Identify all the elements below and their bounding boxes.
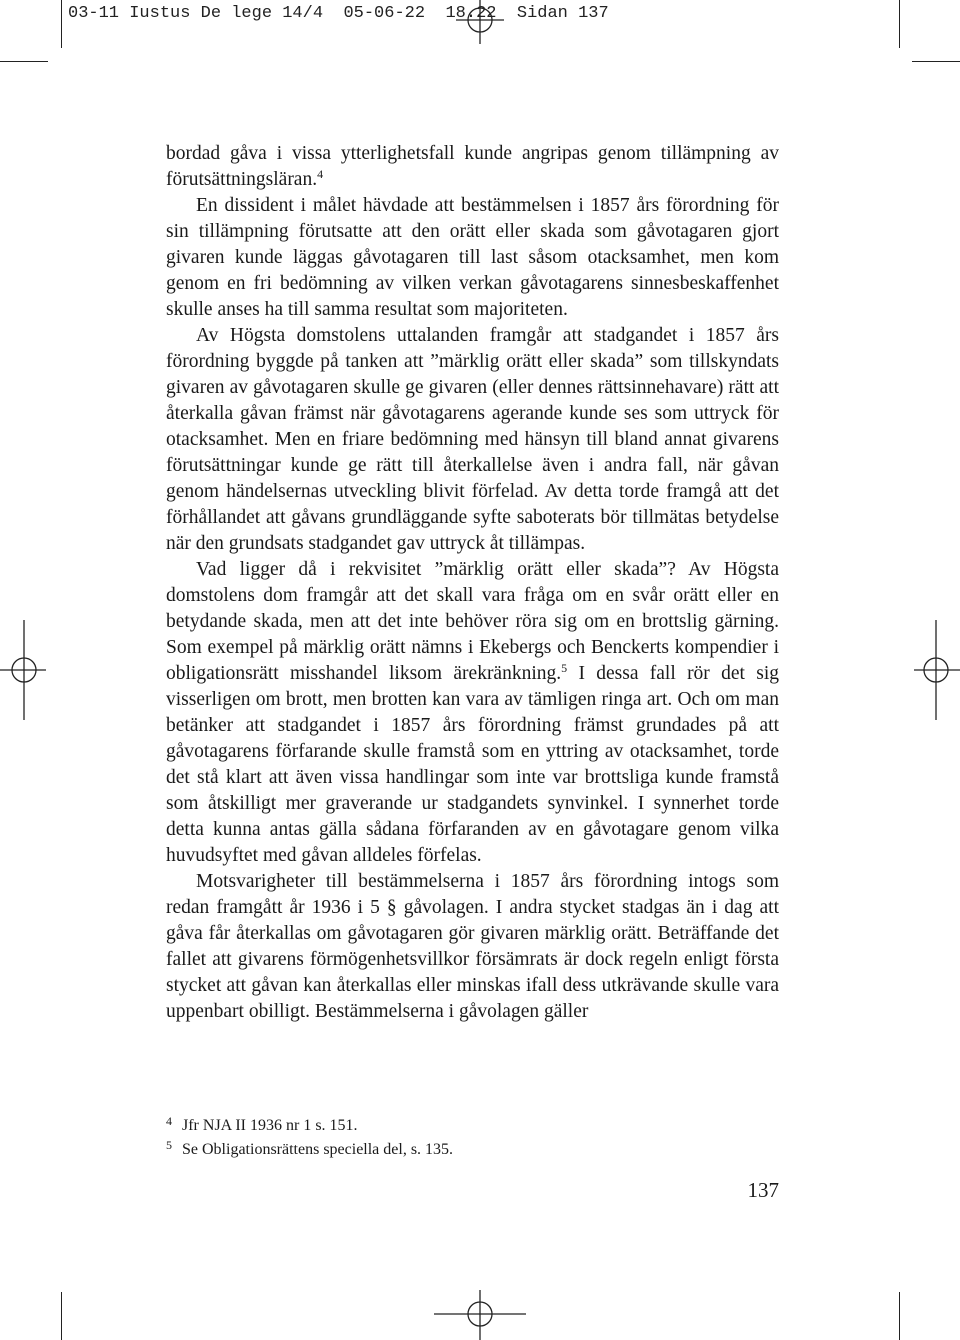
crop-mark [61, 0, 62, 48]
footnote-text: Se Obligationsrättens speciella del, s. 135. [182, 1141, 454, 1158]
crop-mark [899, 0, 900, 48]
crop-mark [912, 61, 960, 62]
footnote [166, 1138, 779, 1162]
crop-mark [899, 1292, 900, 1340]
page-number: 137 [747, 1178, 779, 1202]
body-text [166, 141, 779, 1025]
registration-mark-icon [430, 1290, 530, 1340]
crop-mark [0, 61, 48, 62]
crop-mark [61, 1292, 62, 1340]
paragraph: En dissident i målet hävdade att bestämmelsen i 1857 års förordning för sin tillämpning förutsatte att den orätt eller skada som gåvotagaren gjort givaren kunde läggas gåvotagaren till last såsom otacksamhet, men kom genom en fri bedömning av vilken verkan gåvotagarens sinnesbeskaffenhet skulle anses ha till samma resultat som majoriteten. [166, 195, 779, 320]
footnote-number: 4 [166, 1114, 172, 1128]
footnote-text: Jfr NJA II 1936 nr 1 s. 151. [182, 1117, 358, 1134]
footnotes [166, 1114, 779, 1162]
paragraph: Vad ligger då i rekvisitet ”märklig orätt eller skada”? Av Högsta domstolens dom framgår att det skall vara fråga om en svår orätt eller en betydande skada, men att det inte behöver röra sig om en brottslig gärning. Som exempel på märklig orätt nämns i Ekebergs och Benckerts kompendier i obligationsrätt misshandel liksom ärekränkning.$^5$ I dessa fall rör det sig visserligen om brott, men brotten kan vara av tämligen ringa art. Och om man betänker att stadgandet i 1857 års förordning främst grundades på att gåvotagarens förfarande skulle framstå som en yttring av otacksamhet, torde det stå klart att även vissa handlingar som inte var brottsliga kunde framstå som åtskilligt mer graverande ur stadgandets synvinkel. I synnerhet torde detta kunna antas gälla sådana förfaranden av en gåvotagare genom vilka huvudsyftet med gåvan alldeles förfelas. [166, 559, 779, 866]
footnote-ref: 5 [561, 661, 568, 675]
footnote-ref: 4 [317, 167, 324, 181]
registration-mark-icon [0, 620, 50, 720]
footnote [166, 1114, 779, 1138]
registration-mark-icon [452, 0, 508, 44]
registration-mark-icon [910, 620, 960, 720]
paragraph: Motsvarigheter till bestämmelserna i 1857 års förordning intogs som redan framgått år 1936 i 5 § gåvolagen. I andra stycket stadgas än i dag att gåva får återkallas om gåvotagaren gör givaren märklig orätt. Beträffande det fallet att givarens förmögenhetsvillkor försämrats är dock regeln enligt första stycket att gåvan kan återkallas eller minskas ifall dess utkrävande skulle vara uppenbart obilligt. Bestämmelserna i gåvolagen gäller [166, 871, 779, 1022]
footnote-number: 5 [166, 1138, 172, 1152]
paragraph: bordad gåva i vissa ytterlighetsfall kunde angripas genom tillämpning av förutsättningsläran.$^4$ [166, 143, 779, 190]
print-slug: 03-11 Iustus De lege 14/4 05-06-22 18.22 Sidan 137 [68, 4, 609, 23]
paragraph: Av Högsta domstolens uttalanden framgår att stadgandet i 1857 års förordning byggde på tanken att ”märklig orätt eller skada” som tillskyndats givaren av gåvotagaren skulle ge givaren (eller dennes rättsinnehavare) rätt att återkalla gåvan främst när gåvotagarens agerande kunde ses som uttryck för otacksamhet. Men en friare bedömning med hänsyn till bland annat givarens förutsättningar kunde ge rätt till återkallelse även i andra fall, när gåvan genom händelsernas utveckling blivit förfelad. Av detta torde framgå att det förhållandet att gåvans grundläggande syfte saboterats bör tillmätas betydelse när den grundsats stadgandet gav uttryck åt tillämpas. [166, 325, 779, 554]
